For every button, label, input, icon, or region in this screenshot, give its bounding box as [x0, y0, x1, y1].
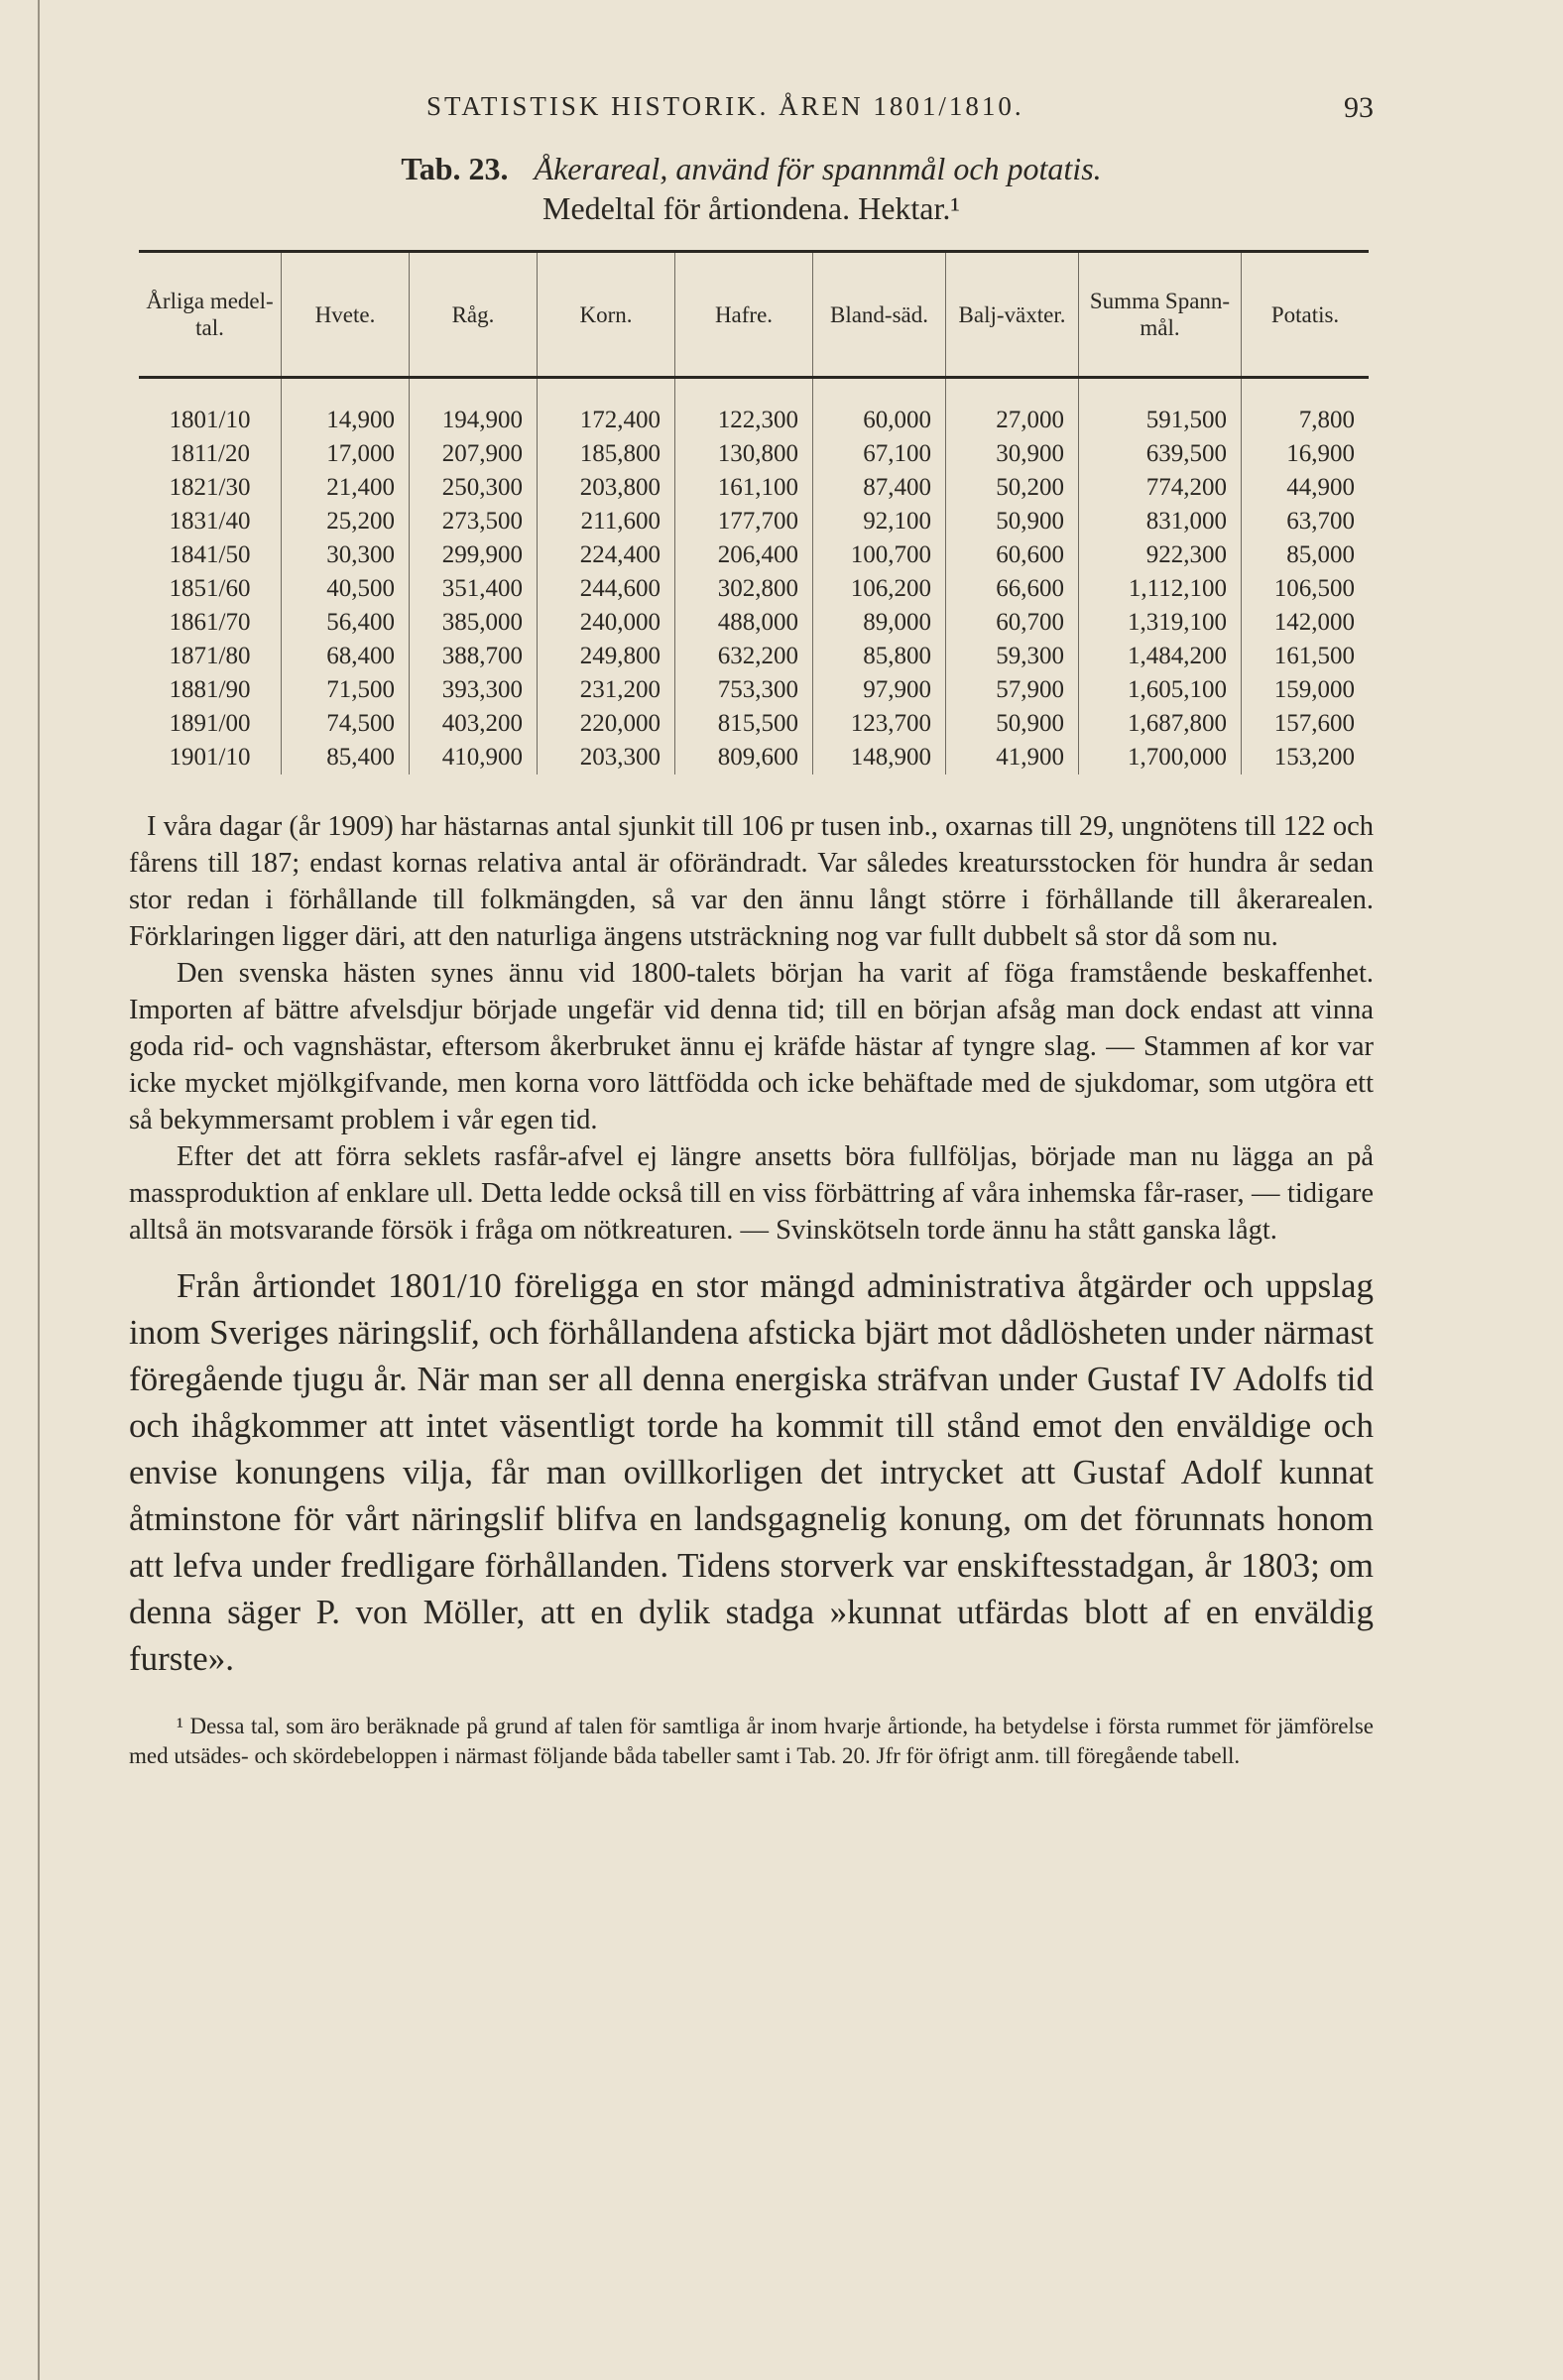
table-cell: 172,400 [538, 378, 675, 438]
paragraph: I våra dagar (år 1909) har hästarnas antal sjunkit till 106 pr tusen inb., oxarnas till 29, ungnötens till 122 och fårens till 187; endast kornas relativa antal är oförändradt. Var således kreatursstocken för hundra år sedan stor redan i förhållande till folkmängden, så var den ännu långt större i förhållande till åkerarealen. Förklaringen ligger däri, att den naturliga ängens utsträckning nog var fullt dubbelt så stor då som nu. [129, 811, 1374, 952]
table-row [139, 640, 1369, 673]
table-cell: 1,112,100 [1079, 572, 1242, 606]
table-cell: 1,319,100 [1079, 606, 1242, 640]
col-header-summa: Summa Spann-mål. [1079, 252, 1242, 378]
table-cell: 60,600 [946, 538, 1079, 572]
paragraph-large: Från årtiondet 1801/10 föreligga en stor mängd administrativa åtgärder och uppslag inom Sveriges näringslif, och förhållandena afsticka bjärt mot dådlösheten under närmast föregående tjugu år. När man ser all denna energiska sträfvan under Gustaf IV Adolfs tid och ihågkommer att intet väsentligt torde ha kommit till stånd emot den enväldige och envise konungens vilja, får man ovillkorligen det intrycket att Gustaf Adolf kunnat åtminstone för vårt näringslif blifva en landsgagnelig konung, om det förunnats honom att lefva under fredligare förhållanden. Tidens storverk var enskiftesstadgan, år 1803; om denna säger P. von Möller, att en dylik stadga »kunnat utfärdas blott af en enväldig furste». [129, 1266, 1374, 1678]
table-cell: 250,300 [410, 471, 538, 505]
table-cell: 177,700 [675, 505, 813, 538]
table-cell: 206,400 [675, 538, 813, 572]
col-header-blandsad: Bland-säd. [813, 252, 946, 378]
table-cell: 815,500 [675, 707, 813, 741]
running-head [129, 91, 1374, 131]
table-cell: 71,500 [282, 673, 410, 707]
table-cell: 85,800 [813, 640, 946, 673]
table-cell: 203,800 [538, 471, 675, 505]
footnote [129, 1712, 1374, 1771]
paragraph: Den svenska hästen synes ännu vid 1800-talets början ha varit af föga framstående beskaffenhet. Importen af bättre afvelsdjur började ungefär vid denna tid; till en början afsåg man dock endast att vinna goda rid- och vagnshästar, eftersom åkerbruket ännu ej kräfde hästar af tyngre slag. — Stammen af kor var icke mycket mjölkgifvande, men korna voro lättfödda och icke behäftade med de sjukdomar, som utgöra ett så bekymmersamt problem i vår egen tid. [129, 958, 1374, 1135]
row-period-cell: 1811/20 [139, 437, 282, 471]
footnote-text: ¹ Dessa tal, som äro beräknade på grund af talen för samtliga år inom hvarje årtionde, ha betydelse i första rummet för jämförelse med utsädes- och skördebeloppen i närmast följande båda tabeller samt i Tab. 20. Jfr för öfrigt anm. till föregående tabell. [129, 1714, 1374, 1768]
table-row [139, 741, 1369, 774]
table-cell: 100,700 [813, 538, 946, 572]
table-cell: 159,000 [1273, 676, 1355, 703]
table-subtitle: Medeltal för årtiondena. Hektar.¹ [542, 190, 960, 226]
table-cell: 1,605,100 [1079, 673, 1242, 707]
table-cell: 60,700 [946, 606, 1079, 640]
table-cell: 809,600 [675, 741, 813, 774]
table-cell: 922,300 [1079, 538, 1242, 572]
table-cell: 774,200 [1079, 471, 1242, 505]
col-header-rag: Råg. [410, 252, 538, 378]
table-cell: 85,400 [282, 741, 410, 774]
table-cell: 66,600 [946, 572, 1079, 606]
large-text-section [129, 1262, 1374, 1682]
table-cell: 142,000 [1273, 609, 1355, 636]
col-header-hvete: Hvete. [282, 252, 410, 378]
running-head-title: STATISTISK HISTORIK. ÅREN 1801/1810. [426, 91, 1024, 121]
table-cell: 21,400 [282, 471, 410, 505]
table-cell: 63,700 [1286, 508, 1355, 535]
table-cell: 60,000 [813, 378, 946, 438]
table-cell: 97,900 [813, 673, 946, 707]
table-row [139, 505, 1369, 538]
table-row [139, 538, 1369, 572]
document-page [129, 91, 1374, 1771]
table-cell: 302,800 [675, 572, 813, 606]
table-cell: 67,100 [813, 437, 946, 471]
table-cell: 194,900 [410, 378, 538, 438]
table-cell: 211,600 [538, 505, 675, 538]
table-cell: 106,500 [1273, 575, 1355, 602]
table-cell: 753,300 [675, 673, 813, 707]
table-cell: 203,300 [538, 741, 675, 774]
table-cell: 488,000 [675, 606, 813, 640]
page-edge-line [38, 0, 40, 2380]
table-cell: 17,000 [282, 437, 410, 471]
col-header-baljvaxter: Balj-växter. [946, 252, 1079, 378]
table-cell: 74,500 [282, 707, 410, 741]
table-cell: 50,900 [946, 707, 1079, 741]
page-number: 93 [1344, 91, 1374, 124]
row-period-cell: 1881/90 [139, 673, 282, 707]
table-cell: 244,600 [538, 572, 675, 606]
table-cell: 16,900 [1286, 440, 1355, 467]
table-cell: 393,300 [410, 673, 538, 707]
table-row [139, 471, 1369, 505]
table-cell: 220,000 [538, 707, 675, 741]
row-period-cell: 1801/10 [139, 378, 282, 438]
table-cell: 89,000 [813, 606, 946, 640]
table-row [139, 606, 1369, 640]
body-text [129, 808, 1374, 1249]
table-cell: 1,687,800 [1079, 707, 1242, 741]
table-cell: 27,000 [946, 378, 1079, 438]
table-cell: 14,900 [282, 378, 410, 438]
table-cell: 273,500 [410, 505, 538, 538]
table-cell: 249,800 [538, 640, 675, 673]
col-header-potatis: Potatis. [1242, 252, 1370, 378]
table-row [139, 673, 1369, 707]
table-cell: 68,400 [282, 640, 410, 673]
table-cell: 41,900 [946, 741, 1079, 774]
row-period-cell: 1901/10 [139, 741, 282, 774]
table-cell: 831,000 [1079, 505, 1242, 538]
table-cell: 161,500 [1273, 643, 1355, 669]
table-row [139, 572, 1369, 606]
table-cell: 1,484,200 [1079, 640, 1242, 673]
table-cell: 50,200 [946, 471, 1079, 505]
table-cell: 130,800 [675, 437, 813, 471]
table-cell: 185,800 [538, 437, 675, 471]
table-caption [129, 149, 1374, 228]
table-cell: 161,100 [675, 471, 813, 505]
table-cell: 591,500 [1079, 378, 1242, 438]
table-cell: 639,500 [1079, 437, 1242, 471]
table-cell: 410,900 [410, 741, 538, 774]
col-header-korn: Korn. [538, 252, 675, 378]
row-period-cell: 1871/80 [139, 640, 282, 673]
table-cell: 7,800 [1298, 407, 1355, 433]
row-period-cell: 1891/00 [139, 707, 282, 741]
table-cell: 231,200 [538, 673, 675, 707]
table-cell: 351,400 [410, 572, 538, 606]
table-cell: 56,400 [282, 606, 410, 640]
table-cell: 57,900 [946, 673, 1079, 707]
table-title: Åkerareal, använd för spannmål och potatis. [534, 151, 1102, 186]
row-period-cell: 1851/60 [139, 572, 282, 606]
table-cell: 385,000 [410, 606, 538, 640]
table-cell: 30,300 [282, 538, 410, 572]
table-cell: 85,000 [1286, 541, 1355, 568]
table-body [139, 378, 1369, 775]
row-period-cell: 1861/70 [139, 606, 282, 640]
table-cell: 123,700 [813, 707, 946, 741]
table-cell: 122,300 [675, 378, 813, 438]
table-cell: 153,200 [1273, 744, 1355, 771]
table-label: Tab. 23. [401, 151, 509, 186]
table-cell: 106,200 [813, 572, 946, 606]
col-header-hafre: Hafre. [675, 252, 813, 378]
table-cell: 40,500 [282, 572, 410, 606]
table-cell: 1,700,000 [1079, 741, 1242, 774]
table-cell: 25,200 [282, 505, 410, 538]
table-header-row [139, 252, 1369, 378]
table-cell: 148,900 [813, 741, 946, 774]
col-header-period: Årliga medel-tal. [139, 252, 282, 378]
table-row [139, 378, 1369, 438]
table-cell: 30,900 [946, 437, 1079, 471]
table-cell: 157,600 [1273, 710, 1355, 737]
table-cell: 240,000 [538, 606, 675, 640]
table-cell: 388,700 [410, 640, 538, 673]
table-cell: 44,900 [1286, 474, 1355, 501]
table-cell: 403,200 [410, 707, 538, 741]
table-cell: 59,300 [946, 640, 1079, 673]
row-period-cell: 1841/50 [139, 538, 282, 572]
row-period-cell: 1831/40 [139, 505, 282, 538]
table-cell: 50,900 [946, 505, 1079, 538]
table-cell: 87,400 [813, 471, 946, 505]
table-cell: 92,100 [813, 505, 946, 538]
table-cell: 207,900 [410, 437, 538, 471]
table-row [139, 437, 1369, 471]
row-period-cell: 1821/30 [139, 471, 282, 505]
table-cell: 224,400 [538, 538, 675, 572]
statistics-table [139, 250, 1369, 774]
paragraph: Efter det att förra seklets rasfår-afvel ej längre ansetts böra fullföljas, började man nu lägga an på massproduktion af enklare ull. Detta ledde också till en viss förbättring af våra inhemska får-raser, — tidigare alltså än motsvarande försök i fråga om nötkreaturen. — Svinskötseln torde ännu ha stått ganska lågt. [129, 1141, 1374, 1246]
table-cell: 299,900 [410, 538, 538, 572]
table-row [139, 707, 1369, 741]
table-cell: 632,200 [675, 640, 813, 673]
